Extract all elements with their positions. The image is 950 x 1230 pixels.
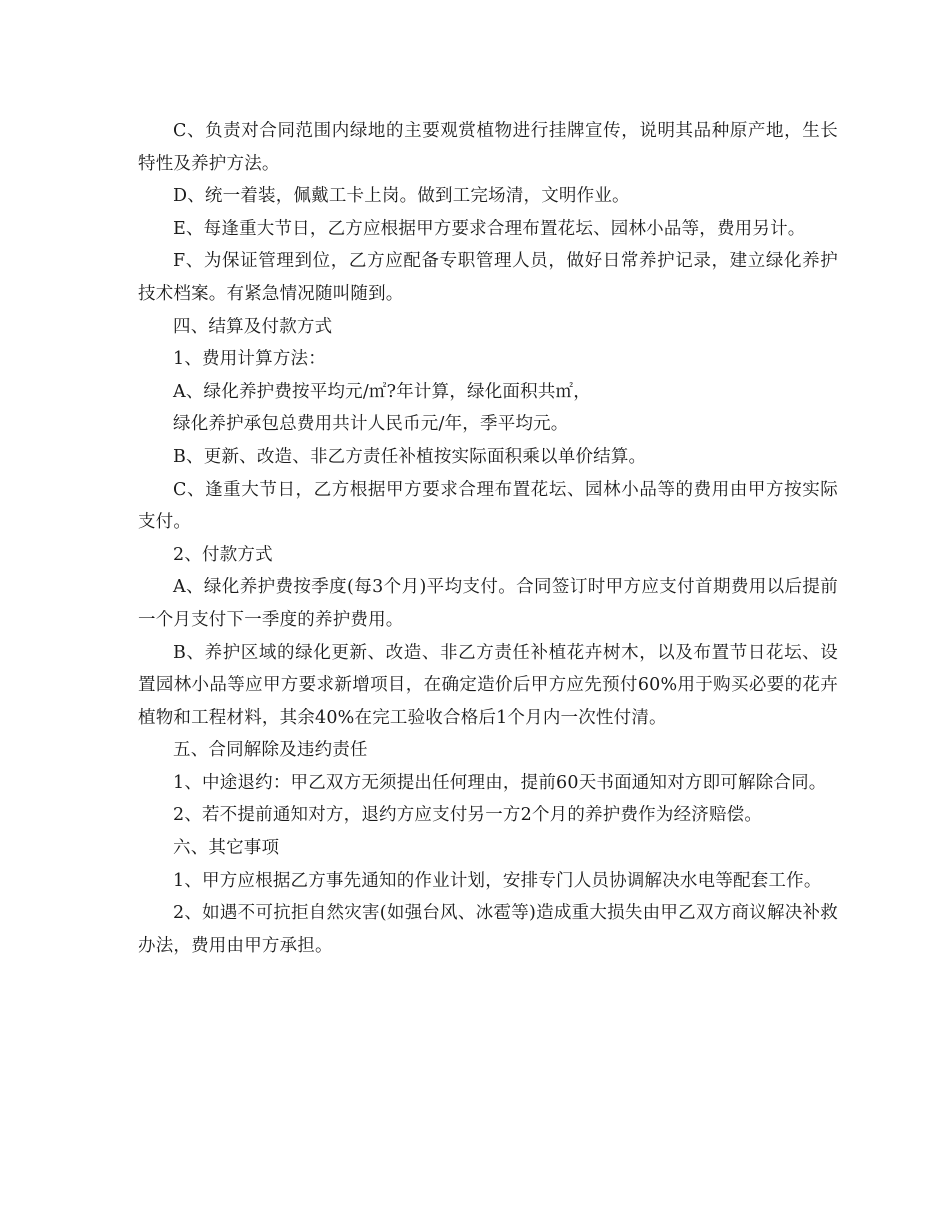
clause-a-quarterly-payment: A、绿化养护费按季度(每3个月)平均支付。合同签订时甲方应支付首期费用以后提前一个月支付下一季度的养护费用。: [138, 577, 838, 630]
clause-c-plant-signage: C、负责对合同范围内绿地的主要观赏植物进行挂牌宣传，说明其品种原产地，生长特性及养护方法。: [138, 121, 838, 174]
section-heading-other-matters: 六、其它事项: [173, 838, 280, 859]
clause-1-early-termination: 1、中途退约：甲乙双方无须提出任何理由，提前60天书面通知对方即可解除合同。: [173, 772, 827, 793]
clause-e-holiday-decoration: E、每逢重大节日，乙方应根据甲方要求合理布置花坛、园林小品等，费用另计。: [173, 218, 806, 239]
subheading-payment-method: 2、付款方式: [173, 544, 273, 565]
subheading-fee-calculation: 1、费用计算方法：: [173, 349, 326, 370]
clause-2-force-majeure: 2、如遇不可抗拒自然灾害(如强台风、冰雹等)造成重大损失由甲乙双方商议解决补救办法，费用由甲方承担。: [138, 903, 838, 956]
clause-d-uniform: D、统一着装，佩戴工卡上岗。做到工完场清，文明作业。: [173, 186, 630, 207]
clause-a-maintenance-fee: A、绿化养护费按平均元/㎡?年计算，绿化面积共㎡，: [173, 381, 591, 402]
clause-c-holiday-payment: C、逢重大节日，乙方根据甲方要求合理布置花坛、园林小品等的费用由甲方按实际支付。: [138, 479, 838, 533]
section-heading-settlement: 四、结算及付款方式: [173, 316, 333, 337]
document-body: [138, 115, 838, 962]
clause-b-renovation-settlement: B、更新、改造、非乙方责任补植按实际面积乘以单价结算。: [173, 446, 647, 467]
clause-2-compensation: 2、若不提前通知对方，退约方应支付另一方2个月的养护费作为经济赔偿。: [173, 805, 763, 826]
section-heading-termination: 五、合同解除及违约责任: [173, 740, 368, 761]
clause-total-contract-fee: 绿化养护承包总费用共计人民币元/年，季平均元。: [173, 414, 569, 435]
clause-f-management-staff: F、为保证管理到位，乙方应配备专职管理人员，做好日常养护记录，建立绿化养护技术档案。有紧急情况随叫随到。: [138, 251, 838, 304]
clause-b-advance-payment: B、养护区域的绿化更新、改造、非乙方责任补植花卉树木，以及布置节日花坛、设置园林小品等应甲方要求新增项目，在确定造价后甲方应先预付60%用于购买必要的花卉植物和工程材料，其余40%在完工验收合格后1个月内一次性付清。: [138, 642, 838, 728]
clause-1-coordination: 1、甲方应根据乙方事先通知的作业计划，安排专门人员协调解决水电等配套工作。: [173, 870, 822, 891]
